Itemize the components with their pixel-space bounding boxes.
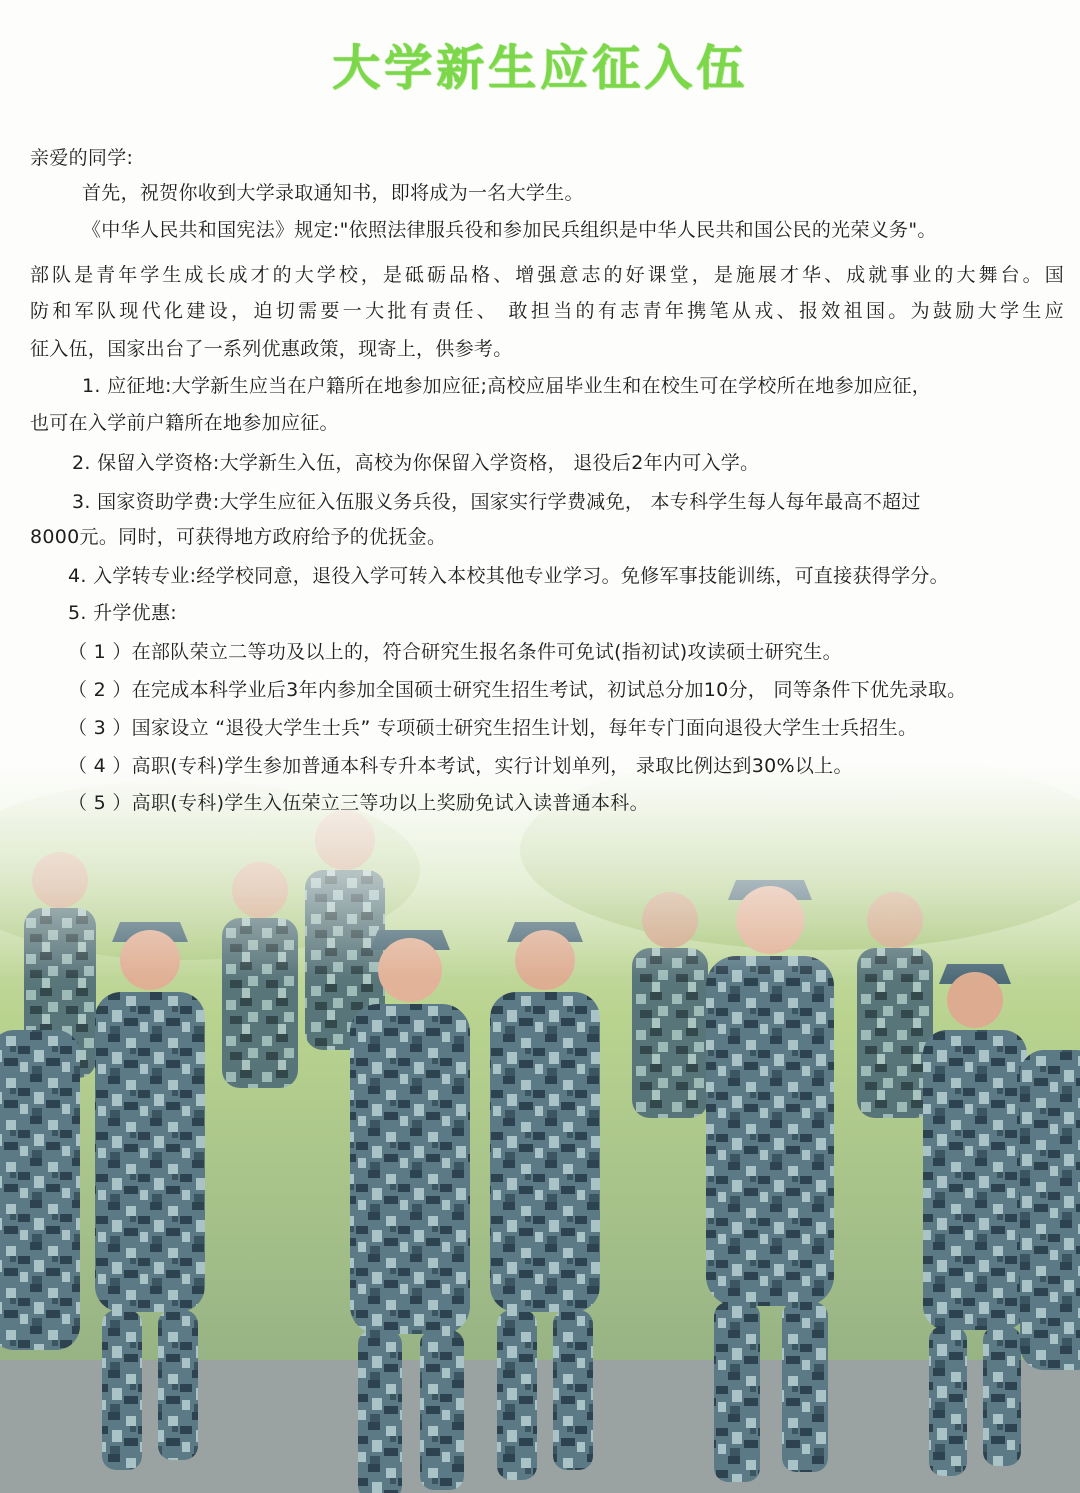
greeting: 亲爱的同学:: [30, 147, 134, 169]
item-1-line-1: 1. 应征地:大学新生应当在户籍所在地参加应征;高校应届毕业生和在校生可在学校所在地参加应征，: [82, 375, 932, 397]
page-title: 大学新生应征入伍: [331, 40, 748, 96]
subitem-1: （ 1 ）在部队荣立二等功及以上的，符合研究生报名条件可免试(指初试)攻读硕士研究生。: [68, 641, 842, 663]
subitem-4: （ 4 ）高职(专科)学生参加普通本科专升本考试，实行计划单列， 录取比例达到30%以上。: [68, 755, 853, 777]
constitution-line-4: 征入伍，国家出台了一系列优惠政策，现寄上，供参考。: [30, 338, 513, 360]
item-4: 4. 入学转专业:经学校同意，退役入学可转入本校其他专业学习。免修军事技能训练，可直接获得学分。: [68, 565, 949, 587]
item-3-line-1: 3. 国家资助学费:大学生应征入伍服义务兵役，国家实行学费减免， 本专科学生每人每年最高不超过: [72, 491, 921, 513]
item-1-line-2: 也可在入学前户籍所在地参加应征。: [30, 412, 339, 434]
constitution-line-3: 防和军队现代化建设，迫切需要一大批有责任、 敢担当的有志青年携笔从戎、报效祖国。为鼓励大学生应: [30, 300, 1064, 322]
soldiers-photo: [0, 760, 1080, 1493]
subitem-3: （ 3 ）国家设立 “退役大学生士兵” 专项硕士研究生招生计划，每年专门面向退役大学生士兵招生。: [68, 717, 918, 739]
subitem-2: （ 2 ）在完成本科学业后3年内参加全国硕士研究生招生考试，初试总分加10分， 同等条件下优先录取。: [68, 679, 967, 701]
subitem-5: （ 5 ）高职(专科)学生入伍荣立三等功以上奖励免试入读普通本科。: [68, 792, 649, 814]
item-3-line-2: 8000元。同时，可获得地方政府给予的优抚金。: [30, 526, 447, 548]
intro-paragraph: 首先，祝贺你收到大学录取通知书，即将成为一名大学生。: [82, 182, 584, 204]
item-2: 2. 保留入学资格:大学新生入伍，高校为你保留入学资格， 退役后2年内可入学。: [72, 452, 760, 474]
constitution-line-2: 部队是青年学生成长成才的大学校，是砥砺品格、增强意志的好课堂，是施展才华、成就事业的大舞台。国: [30, 264, 1064, 286]
item-5: 5. 升学优惠:: [68, 602, 177, 624]
constitution-line-1: 《中华人民共和国宪法》规定:"依照法律服兵役和参加民兵组织是中华人民共和国公民的光荣义务"。: [82, 219, 937, 241]
